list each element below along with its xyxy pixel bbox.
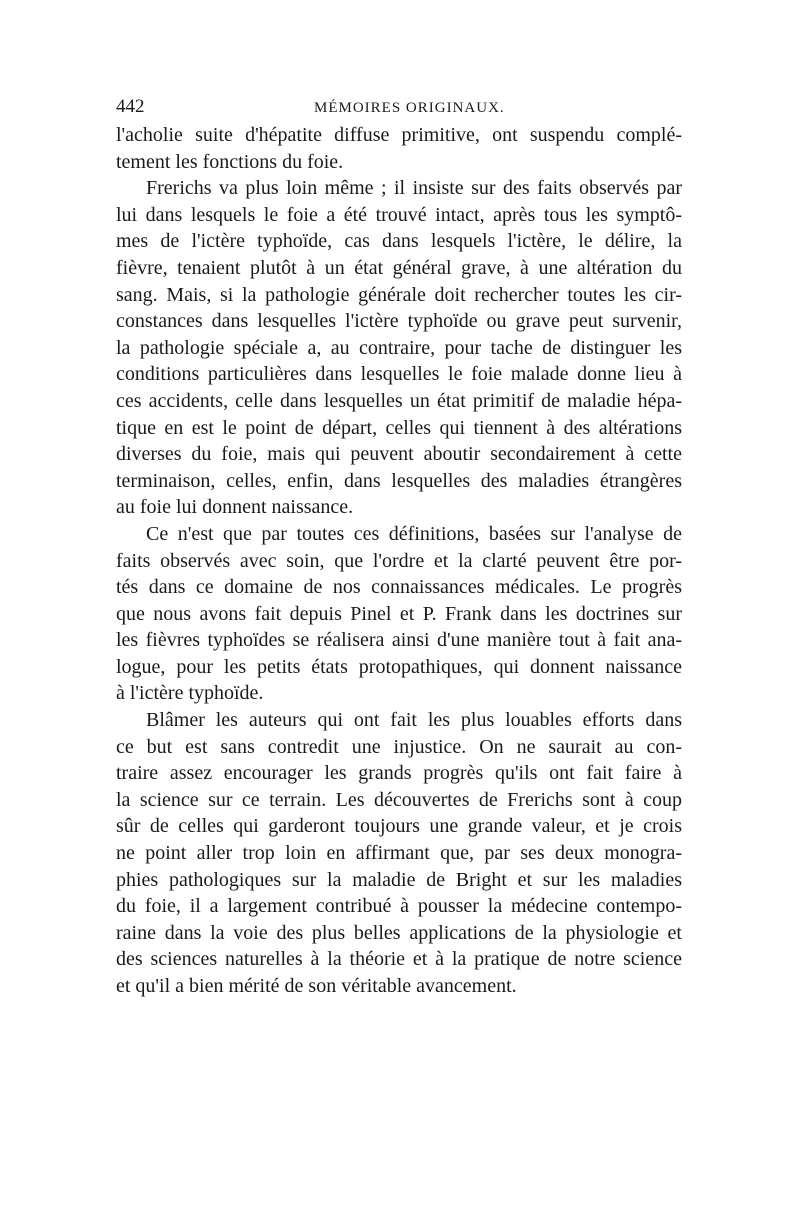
page-number: 442 [116,96,145,117]
text-line: raine dans la voie des plus belles applications de la physiologie et [116,921,682,944]
paragraph-first-line: Blâmer les auteurs qui ont fait les plus louables efforts dans [146,709,682,732]
text-line: la science sur ce terrain. Les découvertes de Frerichs sont à coup [116,788,682,811]
text-line: à l'ictère typhoïde. [116,682,264,705]
running-title: MÉMOIRES ORIGINAUX. [314,100,505,116]
paragraph-first-line: Ce n'est que par toutes ces définitions, basées sur l'analyse de [146,522,682,545]
text-line: conditions particulières dans lesquelles le foie malade donne lieu à [116,363,682,386]
text-line: ce but est sans contredit une injustice. On ne saurait au con- [116,735,682,758]
text-line: lui dans lesquels le foie a été trouvé intact, après tous les symptô- [116,203,682,226]
text-line: tés dans ce domaine de nos connaissances médicales. Le progrès [116,576,682,599]
text-line: terminaison, celles, enfin, dans lesquelles des maladies étrangères [116,469,682,492]
body-text [116,122,682,1000]
text-line: sang. Mais, si la pathologie générale doit rechercher toutes les cir- [116,283,682,306]
text-line: ne point aller trop loin en affirmant que, par ses deux monogra- [116,842,682,865]
text-line: du foie, il a largement contribué à pousser la médecine contempo- [116,895,682,918]
paragraph-first-line: Frerichs va plus loin même ; il insiste sur des faits observés par [146,177,682,200]
text-line: constances dans lesquelles l'ictère typhoïde ou grave peut survenir, [116,310,682,333]
text-line: sûr de celles qui garderont toujours une grande valeur, et je crois [116,815,682,838]
book-page [116,96,682,1000]
text-line: traire assez encourager les grands progrès qu'ils ont fait faire à [116,762,682,785]
text-line: ces accidents, celle dans lesquelles un état primitif de maladie hépa- [116,389,682,412]
text-line: des sciences naturelles à la théorie et à la pratique de notre science [116,948,682,971]
text-line: tique en est le point de départ, celles qui tiennent à des altérations [116,416,682,439]
text-line: l'acholie suite d'hépatite diffuse primitive, ont suspendu complé- [116,124,682,146]
text-line: que nous avons fait depuis Pinel et P. Frank dans les doctrines sur [116,602,682,625]
text-line: diverses du foie, mais qui peuvent aboutir secondairement à cette [116,443,682,466]
text-line: au foie lui donnent naissance. [116,496,354,519]
text-line: tement les fonctions du foie. [116,150,344,173]
text-line: faits observés avec soin, que l'ordre et la clarté peuvent être por- [116,549,682,572]
text-line: et qu'il a bien mérité de son véritable avancement. [116,975,517,997]
text-line: logue, pour les petits états protopathiques, qui donnent naissance [116,655,682,678]
text-line: la pathologie spéciale a, au contraire, pour tache de distinguer les [116,336,682,359]
text-line: phies pathologiques sur la maladie de Bright et sur les maladies [116,868,682,891]
text-line: mes de l'ictère typhoïde, cas dans lesquels l'ictère, le délire, la [116,230,682,253]
text-line: fièvre, tenaient plutôt à un état général grave, à une altération du [116,256,682,279]
running-head [116,96,682,118]
text-line: les fièvres typhoïdes se réalisera ainsi d'une manière tout à fait ana- [116,629,682,652]
